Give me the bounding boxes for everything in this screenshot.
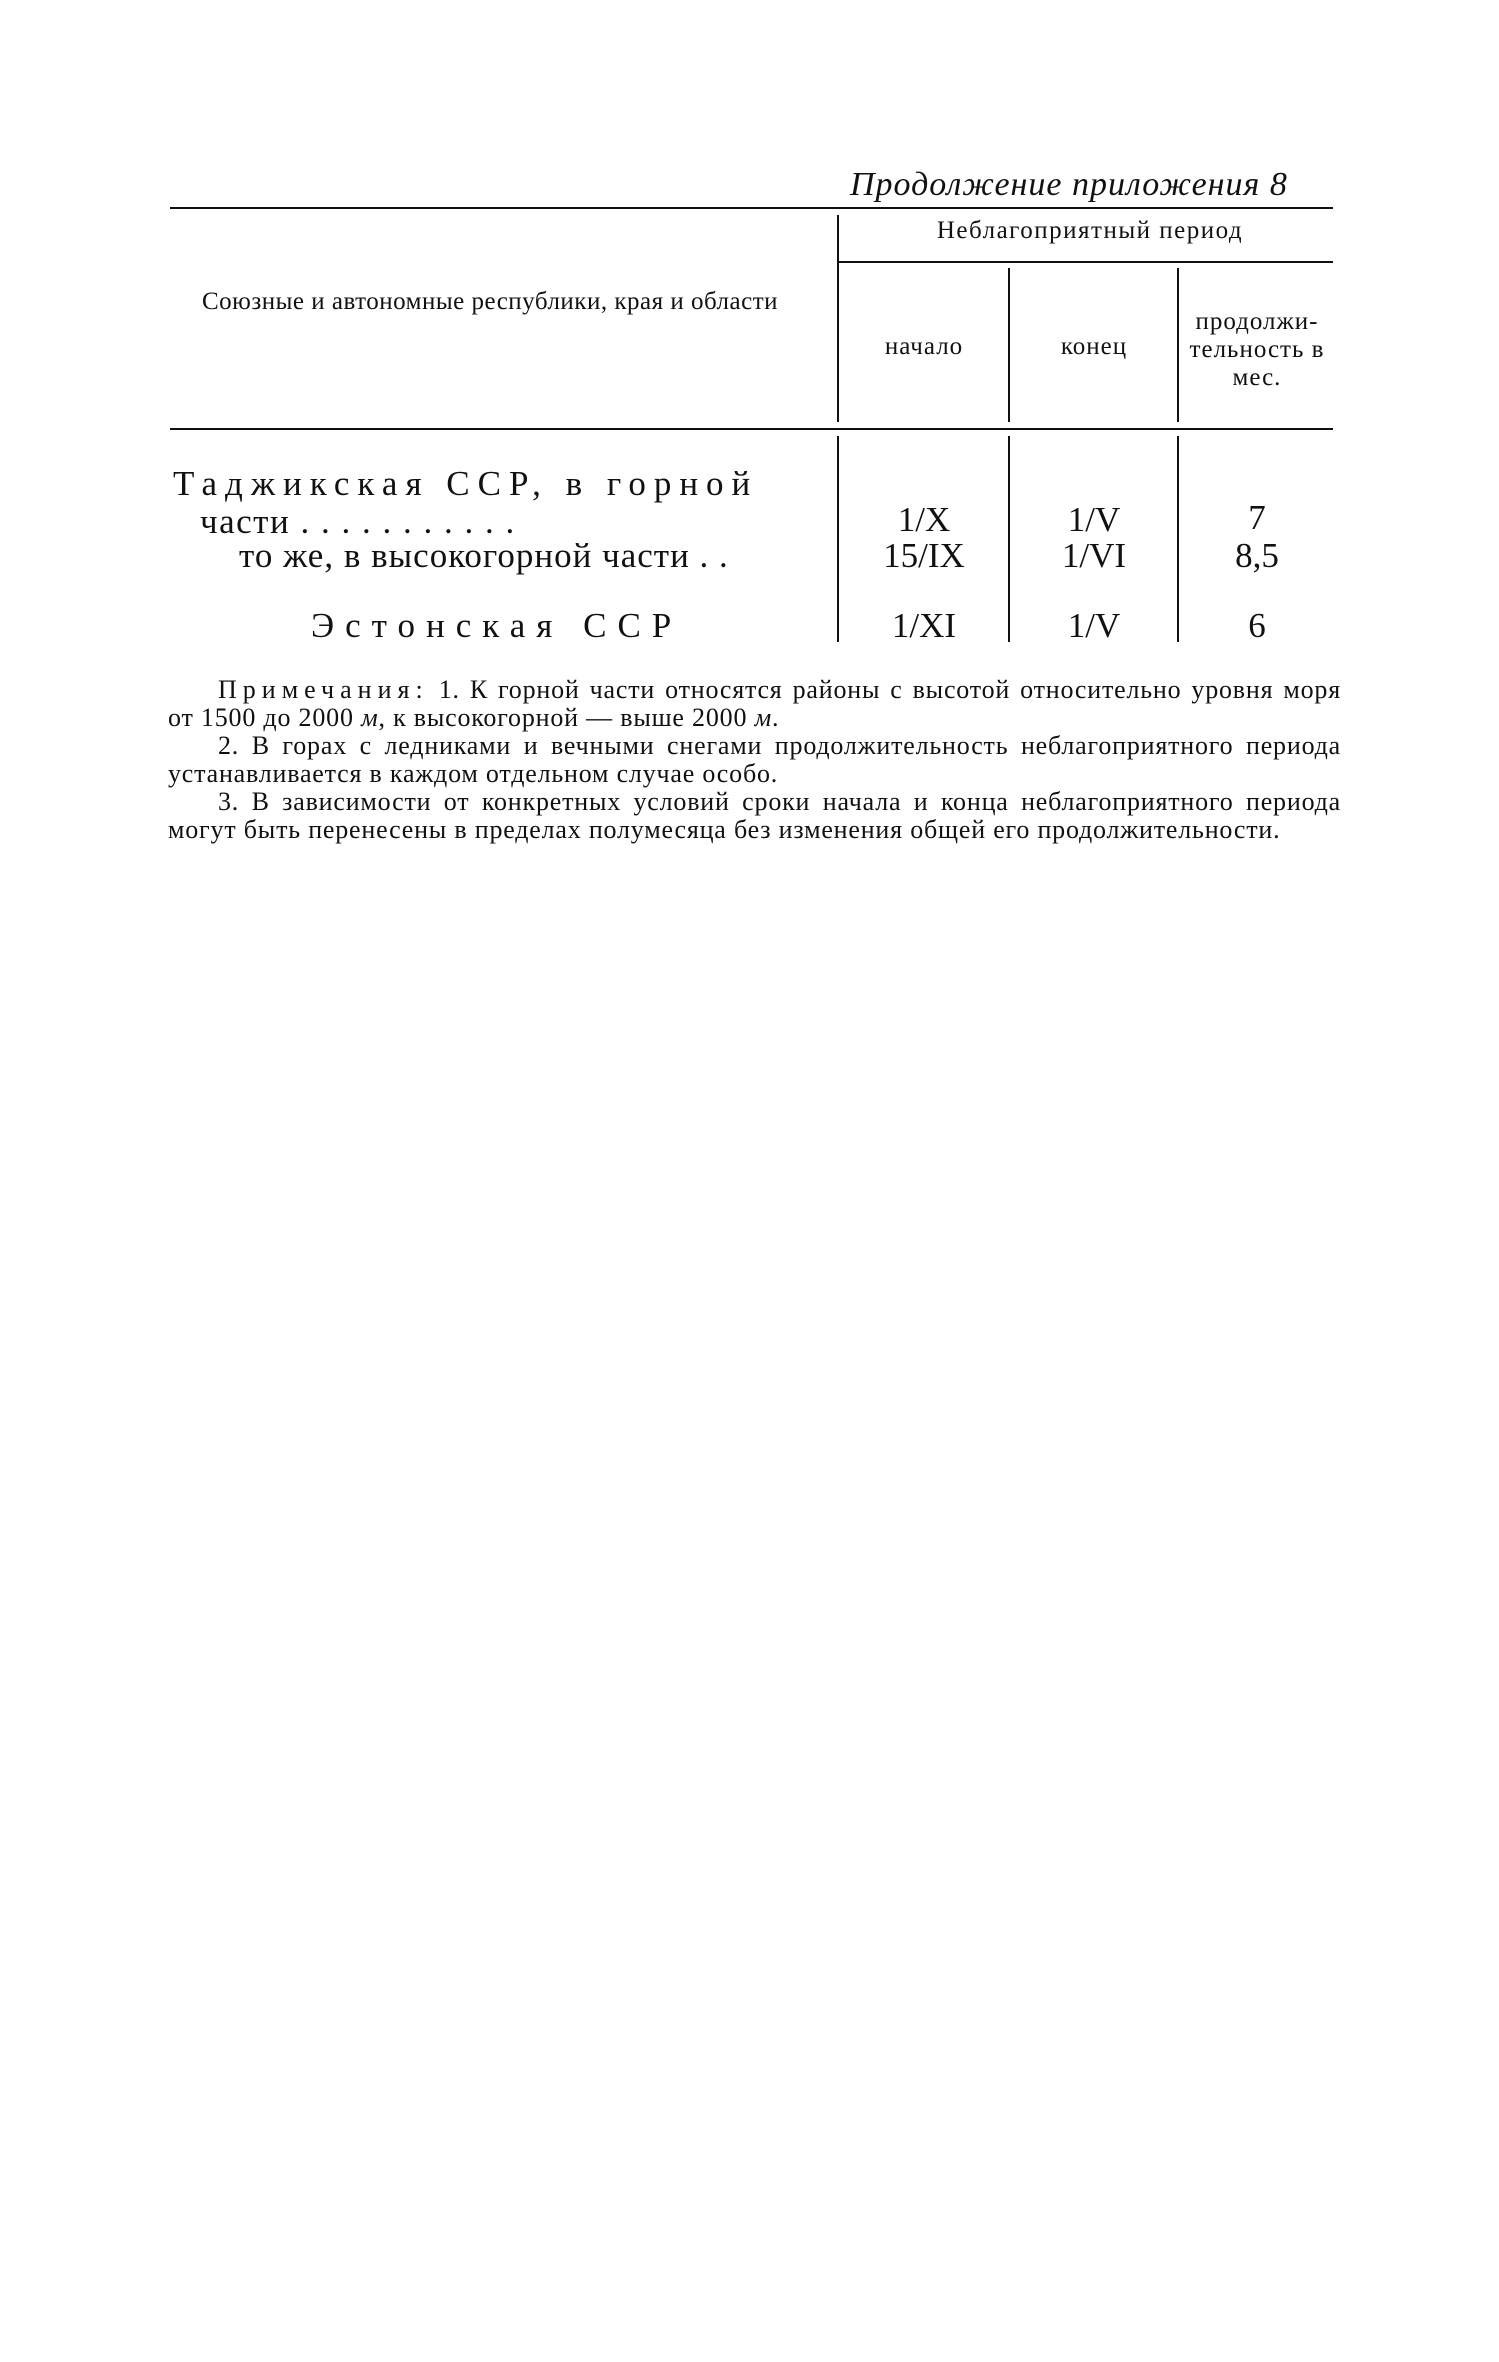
header-start: начало	[884, 333, 964, 360]
note-3: 3. В зависимости от конкретных условий сроки начала и конца неблагоприятного периода могут быть перенесены в пределах полумесяца без изменения общей его продолжительности.	[168, 787, 1341, 844]
row-3-end: 1/V	[1067, 606, 1121, 645]
note-2: 2. В горах с ледниками и вечными снегами продолжительность неблагоприятного периода устанавливается в каждом отдельном случае особо.	[168, 731, 1341, 788]
row-2-region: то же, в высокогорной части . .	[239, 536, 729, 575]
note-1-unit-a: м	[361, 703, 379, 732]
notes-block	[168, 676, 1341, 844]
body-divider-1	[837, 436, 839, 642]
header-bottom-rule	[170, 428, 1333, 430]
note-1-text-a: 1. К горной части относятся районы с высотой относительно уровня моря от 1500 до 2000	[168, 675, 1341, 732]
row-1-start: 1/X	[897, 500, 951, 539]
row-1-region-line2: части . . . . . . . . . . .	[200, 502, 516, 541]
row-1-duration: 7	[1248, 498, 1266, 537]
row-3-start: 1/XI	[891, 606, 957, 645]
header-end: конец	[1060, 333, 1128, 360]
row-2-end: 1/VI	[1061, 536, 1127, 575]
header-duration: продолжи-тельность в мес.	[1189, 308, 1325, 391]
continuation-heading: Продолжение приложения 8	[850, 166, 1288, 203]
notes-label: Примечания:	[218, 675, 429, 704]
note-1-text-b: , к высокогорной — выше 2000	[378, 703, 748, 732]
row-1-end: 1/V	[1067, 500, 1121, 539]
header-divider-3	[1177, 268, 1179, 422]
body-divider-3	[1177, 436, 1179, 642]
body-divider-2	[1008, 436, 1010, 642]
header-divider-1	[837, 215, 839, 422]
header-divider-2	[1008, 268, 1010, 422]
period-rule	[839, 261, 1333, 263]
header-period: Неблагоприятный период	[936, 217, 1244, 244]
note-1-unit-b: м	[754, 703, 772, 732]
note-1	[168, 676, 1341, 732]
row-3-duration: 6	[1248, 606, 1266, 645]
row-2-duration: 8,5	[1235, 536, 1279, 575]
row-3-region: Эстонская ССР	[311, 606, 683, 645]
row-1-region-line1: Таджикская ССР, в горной	[173, 464, 759, 503]
table-top-rule	[170, 207, 1333, 209]
row-2-start: 15/IX	[883, 536, 965, 575]
header-regions: Союзные и автономные республики, края и области	[201, 288, 779, 315]
note-1-end: .	[771, 703, 780, 732]
